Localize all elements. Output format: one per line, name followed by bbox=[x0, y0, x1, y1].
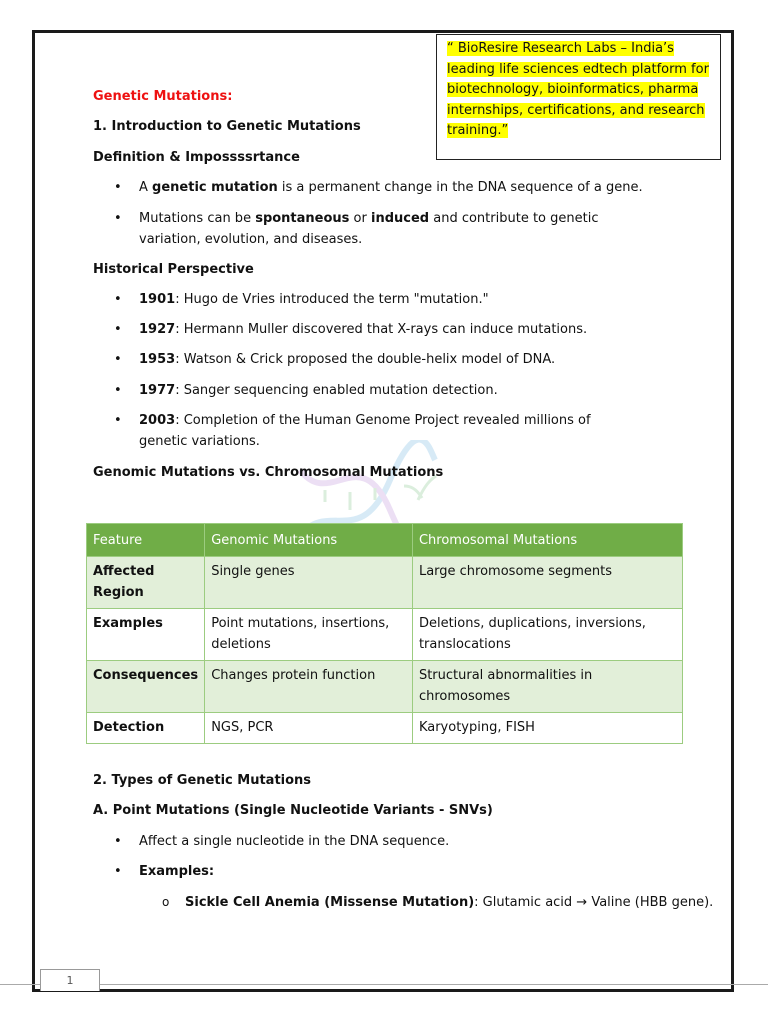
document-title: Genetic Mutations: bbox=[93, 89, 233, 104]
intro-heading: 1. Introduction to Genetic Mutations bbox=[93, 119, 361, 134]
bullet-marker: • bbox=[114, 834, 122, 849]
table-header-cell: Feature bbox=[87, 524, 205, 557]
footer-rule bbox=[0, 984, 768, 985]
bullet-marker: • bbox=[114, 292, 122, 307]
table-row bbox=[87, 557, 683, 609]
point-mutations-heading: A. Point Mutations (Single Nucleotide Variants - SNVs) bbox=[93, 803, 493, 818]
table-header-cell: Genomic Mutations bbox=[205, 524, 413, 557]
table-cell: NGS, PCR bbox=[205, 713, 413, 744]
bullet-marker: • bbox=[114, 864, 122, 879]
definition-heading: Definition & Impossssrtance bbox=[93, 150, 300, 165]
table-cell: Single genes bbox=[205, 557, 413, 609]
comparison-heading: Genomic Mutations vs. Chromosomal Mutations bbox=[93, 465, 444, 480]
table-row bbox=[87, 713, 683, 744]
table-cell: Large chromosome segments bbox=[412, 557, 682, 609]
comparison-table bbox=[86, 523, 683, 744]
bullet-marker: • bbox=[114, 322, 122, 337]
table-cell: Point mutations, insertions, deletions bbox=[205, 609, 413, 661]
table-row-label: Examples bbox=[87, 609, 205, 661]
sub-bullet-marker: o bbox=[162, 895, 170, 909]
page-number: 1 bbox=[40, 969, 100, 991]
table-cell: Deletions, duplications, inversions, translocations bbox=[412, 609, 682, 661]
bullet-marker: • bbox=[114, 352, 122, 367]
table-header-row bbox=[87, 524, 683, 557]
table-cell: Karyotyping, FISH bbox=[412, 713, 682, 744]
table-header-cell: Chromosomal Mutations bbox=[412, 524, 682, 557]
bullet-marker: • bbox=[114, 211, 122, 226]
table-row-label: Detection bbox=[87, 713, 205, 744]
promo-quote-box bbox=[436, 34, 721, 160]
table-row-label: Affected Region bbox=[87, 557, 205, 609]
promo-quote-text: “ BioResire Research Labs – India’s leading life sciences edtech platform for biotechnology, bioinformatics, pharma internships, certifications, and research training.” bbox=[447, 41, 709, 139]
bullet-marker: • bbox=[114, 413, 122, 428]
table-row-label: Consequences bbox=[87, 661, 205, 713]
history-heading: Historical Perspective bbox=[93, 262, 254, 277]
table-row bbox=[87, 661, 683, 713]
types-heading: 2. Types of Genetic Mutations bbox=[93, 773, 312, 788]
table-cell: Structural abnormalities in chromosomes bbox=[412, 661, 682, 713]
table-cell: Changes protein function bbox=[205, 661, 413, 713]
bullet-marker: • bbox=[114, 383, 122, 398]
table-row bbox=[87, 609, 683, 661]
bullet-marker: • bbox=[114, 180, 122, 195]
